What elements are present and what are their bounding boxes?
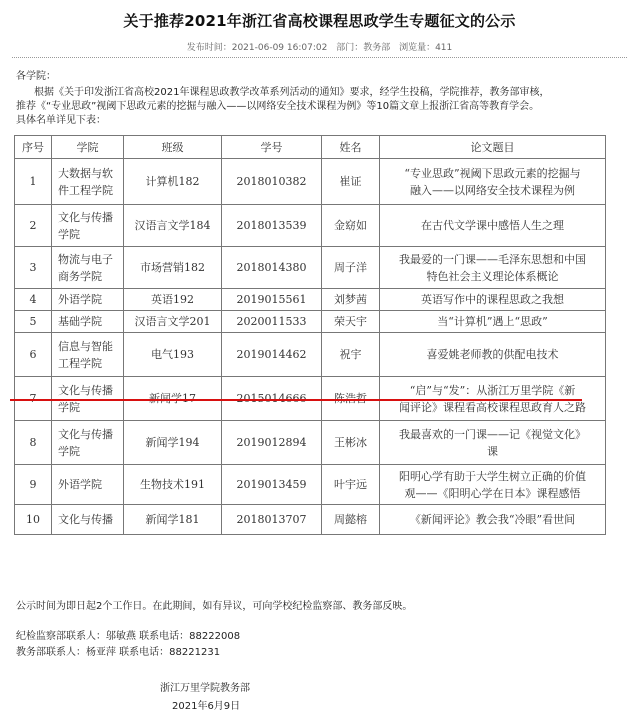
highlight-underline — [10, 399, 582, 401]
table-row — [15, 311, 606, 333]
cell-class: 市场营销182 — [124, 247, 222, 289]
table-row — [15, 159, 606, 205]
greeting: 各学院： — [16, 71, 56, 82]
contact-academic: 教务部联系人：杨亚萍 联系电话：88221231 — [16, 647, 221, 658]
cell-topic — [380, 465, 606, 505]
cell-class: 电气193 — [124, 333, 222, 377]
header-name: 姓名 — [322, 136, 380, 159]
page-title: 关于推荐2021年浙江省高校课程思政学生专题征文的公示 — [123, 12, 516, 30]
cell-name: 周懿榕 — [322, 505, 380, 535]
cell-topic — [380, 311, 606, 333]
college-line: 学院 — [58, 227, 80, 241]
table-row — [15, 505, 606, 535]
cell-topic — [380, 505, 606, 535]
cell-college — [52, 205, 124, 247]
cell-no: 5 — [15, 311, 52, 333]
cell-student-id: 2019012894 — [222, 421, 322, 465]
cell-college — [52, 333, 124, 377]
cell-topic — [380, 159, 606, 205]
college-line: 外语学院 — [58, 478, 102, 491]
table-row — [15, 333, 606, 377]
topic-line: 课 — [487, 444, 498, 458]
topic-line: 阳明心学有助于大学生树立正确的价值 — [399, 469, 586, 483]
signature-date: 2021年6月9日 — [172, 701, 241, 712]
cell-topic — [380, 289, 606, 311]
college-line: 物流与电子 — [58, 252, 113, 266]
table-row — [15, 421, 606, 465]
cell-name: 崔证 — [322, 159, 380, 205]
college-line: 信息与智能 — [58, 339, 113, 353]
cell-college — [52, 505, 124, 535]
cell-name: 荣天宇 — [322, 311, 380, 333]
topic-line: 观——《阳明心学在日本》课程感悟 — [404, 486, 581, 500]
cell-class: 计算机182 — [124, 159, 222, 205]
cell-no: 2 — [15, 205, 52, 247]
cell-name: 叶宇远 — [322, 465, 380, 505]
college-line: 外语学院 — [58, 293, 102, 306]
body-line-1: 根据《关于印发浙江省高校2021年课程思政教学改革系列活动的通知》要求，经学生投稿，学院推荐，教务部审核， — [34, 87, 550, 98]
header-student-id: 学号 — [222, 136, 322, 159]
cell-student-id: 2018010382 — [222, 159, 322, 205]
header-no: 序号 — [15, 136, 52, 159]
signature-org: 浙江万里学院教务部 — [160, 683, 250, 694]
cell-no: 4 — [15, 289, 52, 311]
college-line: 文化与传播 — [58, 383, 113, 397]
contact-discipline: 纪检监察部联系人：邬敏燕 联系电话：88222008 — [16, 631, 241, 642]
cell-no: 10 — [15, 505, 52, 535]
college-line: 文化与传播 — [58, 427, 113, 441]
publish-time: 发布时间：2021-06-09 16:07:02 — [186, 43, 328, 53]
cell-topic — [380, 205, 606, 247]
header-class: 班级 — [124, 136, 222, 159]
recommendation-table — [14, 135, 606, 535]
college-line: 大数据与软 — [58, 166, 113, 180]
table-row — [15, 247, 606, 289]
topic-line: 特色社会主义理论体系概论 — [426, 269, 559, 283]
college-line: 基础学院 — [58, 315, 102, 328]
table-row — [15, 465, 606, 505]
cell-college — [52, 311, 124, 333]
topic-line: 闻评论》课程看高校课程思政育人之路 — [399, 400, 586, 414]
cell-student-id: 2018013539 — [222, 205, 322, 247]
cell-name: 刘梦茜 — [322, 289, 380, 311]
cell-student-id: 2018013707 — [222, 505, 322, 535]
cell-no: 3 — [15, 247, 52, 289]
cell-topic — [380, 333, 606, 377]
topic-line: 《新闻评论》教会我“冷眼”看世间 — [409, 513, 576, 526]
body-line-3: 具体名单详见下表： — [16, 115, 106, 126]
cell-no: 6 — [15, 333, 52, 377]
cell-topic — [380, 247, 606, 289]
college-line: 工程学院 — [58, 356, 102, 370]
cell-student-id: 2020011533 — [222, 311, 322, 333]
cell-college — [52, 465, 124, 505]
college-line: 学院 — [58, 444, 80, 458]
cell-class: 汉语言文学184 — [124, 205, 222, 247]
cell-student-id: 2019014462 — [222, 333, 322, 377]
topic-line: “专业思政”视阈下思政元素的挖掘与 — [404, 166, 581, 180]
cell-student-id: 2019013459 — [222, 465, 322, 505]
cell-class: 生物技术191 — [124, 465, 222, 505]
table-row — [15, 289, 606, 311]
cell-name: 祝宇 — [322, 333, 380, 377]
cell-college — [52, 159, 124, 205]
college-line: 学院 — [58, 400, 80, 414]
header-topic: 论文题目 — [380, 136, 606, 159]
department: 部门：教务部 — [336, 43, 391, 53]
cell-name: 金窈如 — [322, 205, 380, 247]
header-college: 学院 — [52, 136, 124, 159]
college-line: 商务学院 — [58, 269, 102, 283]
table-header-row — [15, 136, 606, 159]
notice-text: 公示时间为即日起2个工作日。在此期间，如有异议，可向学校纪检监察部、教务部反映。 — [16, 601, 413, 612]
meta-divider — [12, 57, 627, 59]
topic-line: 融入——以网络安全技术课程为例 — [410, 183, 575, 197]
table-row — [15, 205, 606, 247]
cell-college — [52, 421, 124, 465]
body-line-2: 推荐《“专业思政”视阈下思政元素的挖掘与融入——以网络安全技术课程为例》等10篇文章上报浙江省高等教育学会。 — [16, 101, 540, 112]
cell-college — [52, 247, 124, 289]
cell-name: 王彬冰 — [322, 421, 380, 465]
topic-line: 我最喜欢的一门课——记《视觉文化》 — [399, 427, 586, 441]
college-line: 文化与传播 — [58, 210, 113, 224]
cell-name: 周子洋 — [322, 247, 380, 289]
cell-no: 1 — [15, 159, 52, 205]
college-line: 件工程学院 — [58, 183, 113, 197]
cell-student-id: 2019015561 — [222, 289, 322, 311]
cell-student-id: 2018014380 — [222, 247, 322, 289]
cell-class: 汉语言文学201 — [124, 311, 222, 333]
view-count: 浏览量：411 — [399, 43, 453, 53]
college-line: 文化与传播 — [58, 513, 113, 526]
topic-line: 在古代文学课中感悟人生之理 — [421, 219, 564, 232]
cell-college — [52, 289, 124, 311]
topic-line: 喜爱姚老师教的供配电技术 — [426, 348, 559, 361]
topic-line: 英语写作中的课程思政之我想 — [421, 293, 564, 306]
topic-line: 我最爱的一门课——毛泽东思想和中国 — [399, 252, 586, 266]
cell-no: 9 — [15, 465, 52, 505]
topic-line: “启”与“发”：从浙江万里学院《新 — [409, 383, 576, 397]
cell-class: 新闻学194 — [124, 421, 222, 465]
cell-no: 8 — [15, 421, 52, 465]
cell-class: 新闻学181 — [124, 505, 222, 535]
article-meta — [0, 40, 639, 53]
cell-topic — [380, 421, 606, 465]
cell-class: 英语192 — [124, 289, 222, 311]
topic-line: 当“计算机”遇上“思政” — [437, 315, 548, 328]
